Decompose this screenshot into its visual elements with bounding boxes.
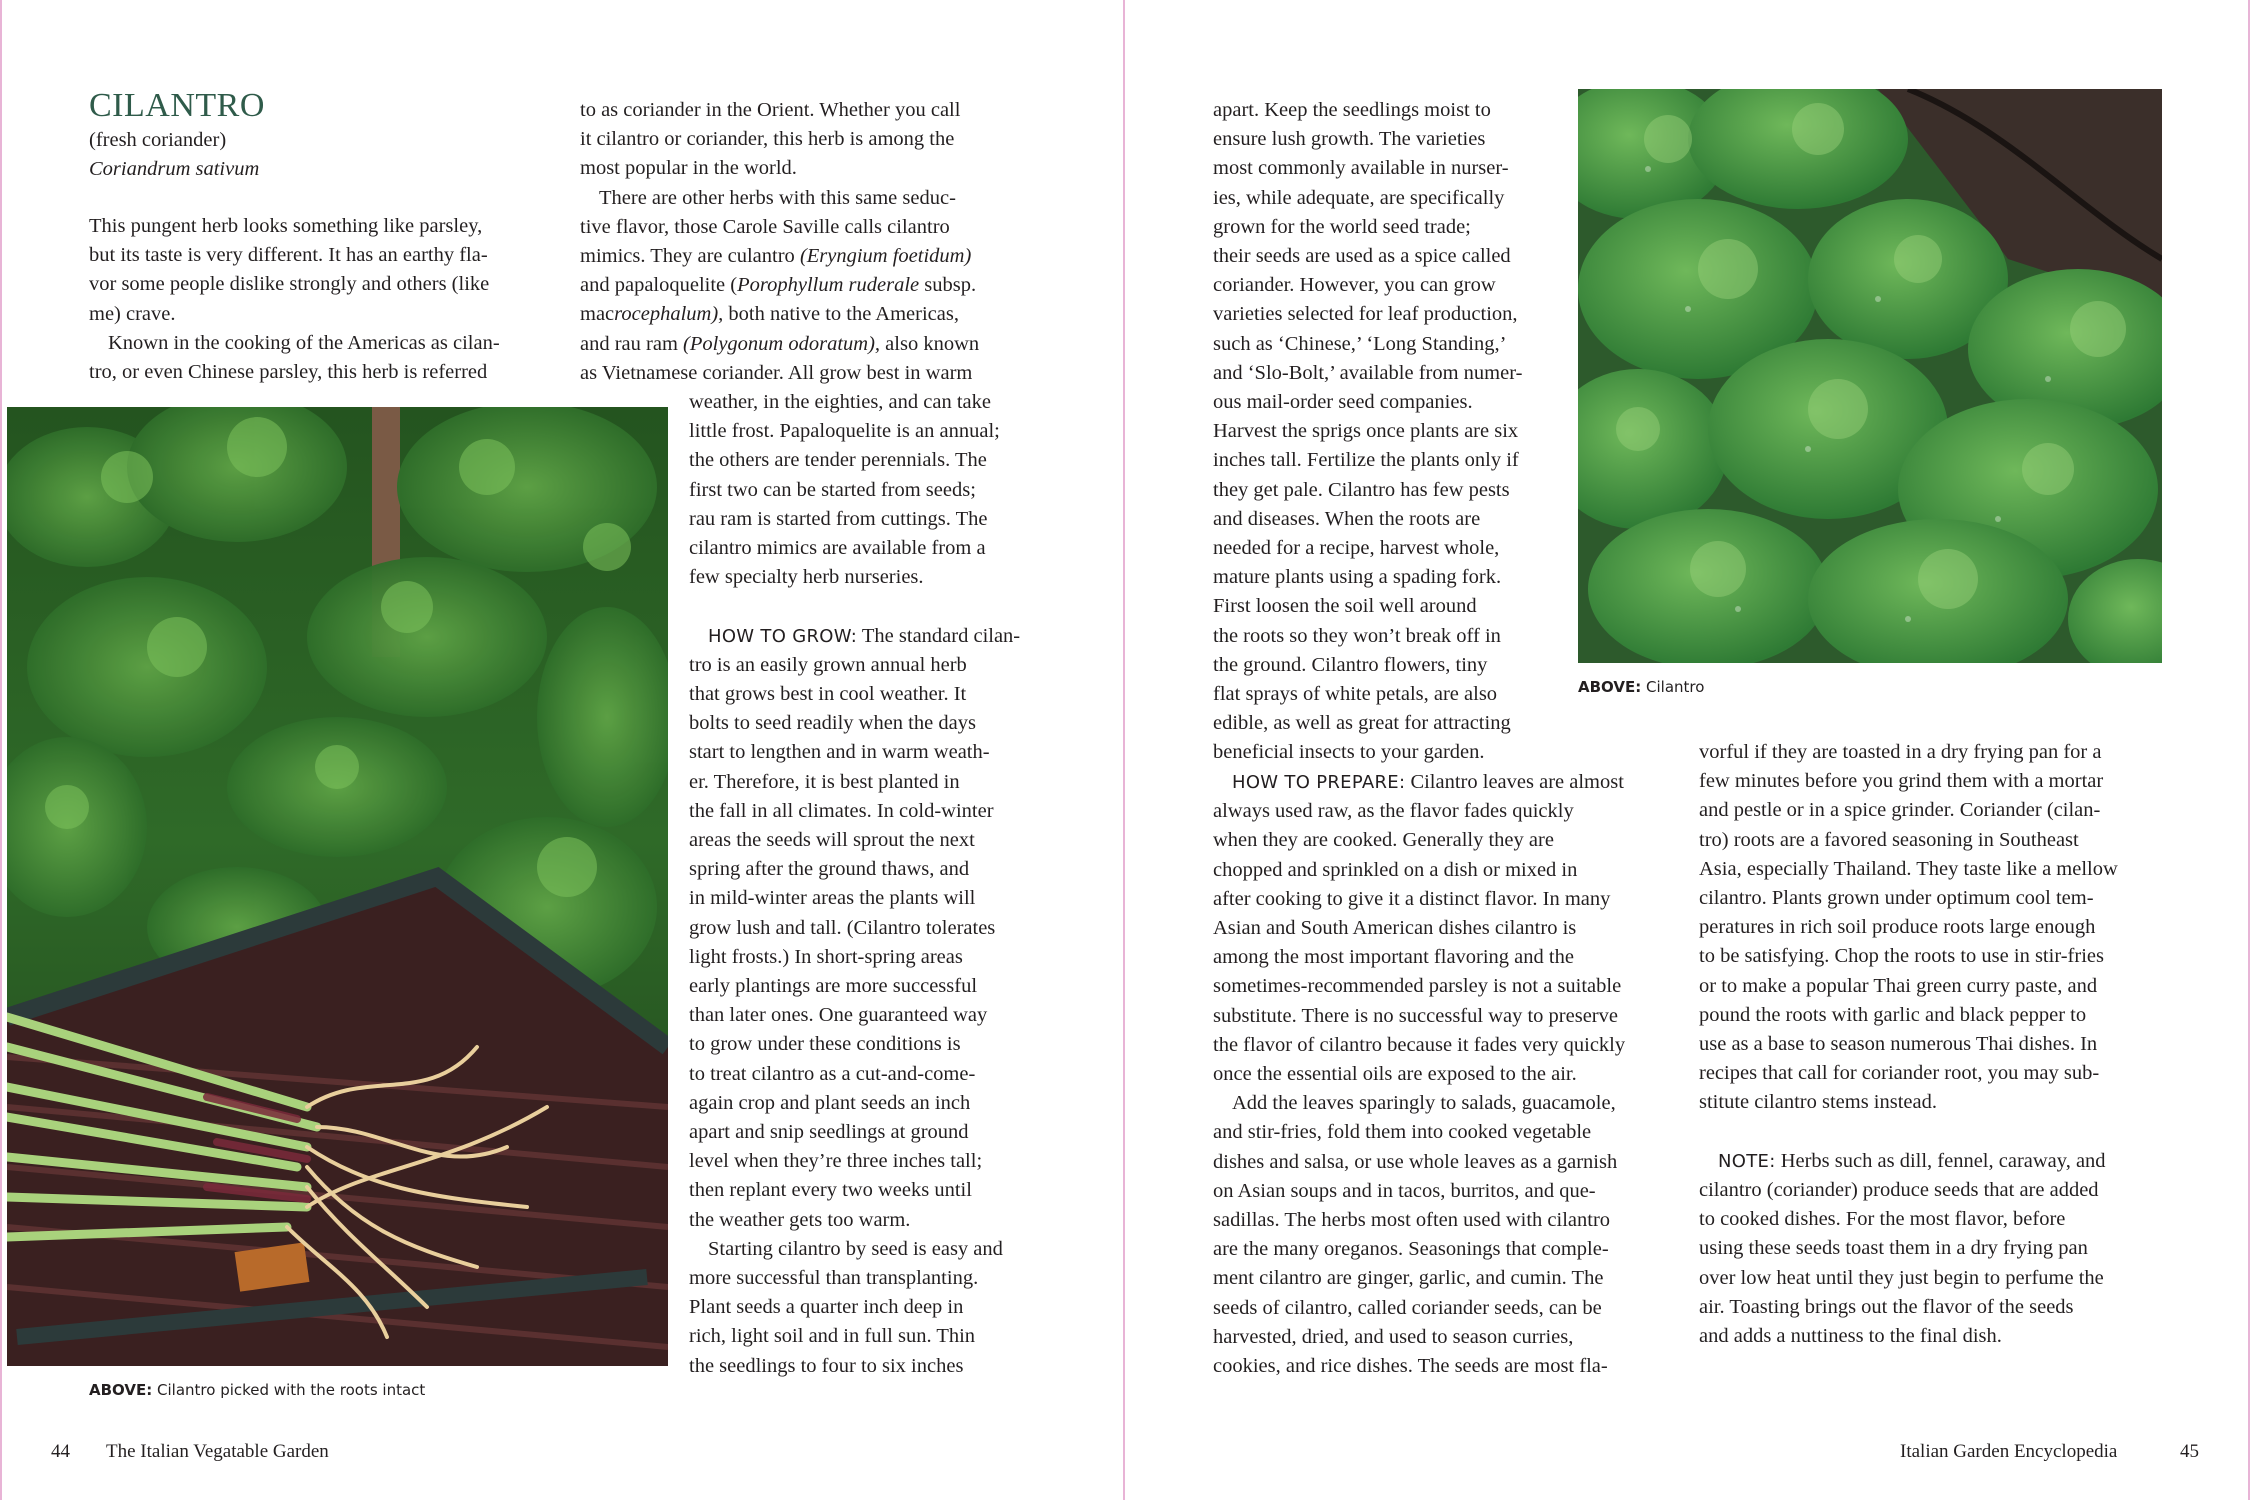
text-line: sadillas. The herbs most often used with cilantro: [1213, 1209, 1611, 1232]
page-number-right: 45: [2180, 1441, 2199, 1462]
entry-subtitle: [89, 126, 259, 184]
caption-label: ABOVE:: [1578, 678, 1642, 696]
photo-caption-right: [1578, 678, 1704, 696]
text-span: Herbs such as dill, fennel, caraway, and: [1775, 1149, 2106, 1172]
text-span: Cilantro leaves are almost: [1405, 771, 1624, 793]
caption-label: ABOVE:: [89, 1381, 153, 1399]
text-line: cilantro mimics are available from a: [689, 537, 986, 560]
text-line: to grow under these conditions is: [689, 1033, 961, 1056]
left-column-1: [89, 212, 549, 387]
text-line: it cilantro or coriander, this herb is among the: [580, 128, 955, 151]
text-line: tro is an easily grown annual herb: [689, 653, 967, 676]
text-line: the flavor of cilantro because it fades very quickly: [1213, 1033, 1626, 1056]
photo-cilantro-patch: [1578, 89, 2162, 663]
text-line: There are other herbs with this same seduc-: [599, 186, 956, 209]
text-line: most popular in the world.: [580, 157, 797, 180]
text-line: to as coriander in the Orient. Whether you call: [580, 99, 961, 121]
text-line: [580, 242, 1040, 271]
text-line: cookies, and rice dishes. The seeds are most fla-: [1213, 1355, 1608, 1378]
text-line: grow lush and tall. (Cilantro tolerates: [689, 916, 996, 939]
text-line: in mild-winter areas the plants will: [689, 887, 976, 910]
text-line: to cooked dishes. For the most flavor, before: [1699, 1208, 2066, 1231]
text-line: stitute cilantro stems instead.: [1699, 1091, 1937, 1114]
text-line: varieties selected for leaf production,: [1213, 303, 1518, 326]
text-line: rau ram is started from cuttings. The: [689, 507, 988, 530]
text-line: flat sprays of white petals, are also: [1213, 683, 1498, 706]
text-line: peratures in rich soil produce roots large enough: [1699, 916, 2096, 939]
intro-paragraph: [89, 212, 549, 329]
text-line: the weather gets too warm.: [689, 1208, 911, 1231]
text-line: few specialty herb nurseries.: [689, 566, 924, 589]
text-line: when they are cooked. Generally they are: [1213, 829, 1554, 852]
left-column-2-narrow: [689, 388, 1049, 1381]
text-line: Harvest the sprigs once plants are six: [1213, 420, 1519, 443]
text-line: once the essential oils are exposed to the air.: [1213, 1063, 1577, 1086]
text-line: as Vietnamese coriander. All grow best in warm: [580, 361, 973, 384]
text-line: or to make a popular Thai green curry paste, and: [1699, 974, 2098, 997]
text-line: and adds a nuttiness to the final dish.: [1699, 1325, 2002, 1348]
text-line: light frosts.) In short-spring areas: [689, 945, 963, 968]
text-line: Asia, especially Thailand. They taste like a mellow: [1699, 857, 2118, 880]
text-line: [580, 271, 1040, 300]
text-line: are the many oreganos. Seasonings that comple-: [1213, 1238, 1609, 1261]
how-to-grow-section: [689, 622, 1049, 1381]
text-line: first two can be started from seeds;: [689, 478, 976, 501]
text-line: rich, light soil and in full sun. Thin: [689, 1325, 976, 1348]
text-line: grown for the world seed trade;: [1213, 215, 1471, 238]
text-line: inches tall. Fertilize the plants only if: [1213, 449, 1519, 472]
text-line: then replant every two weeks until: [689, 1179, 972, 1202]
text-span: The standard cilan-: [857, 624, 1021, 647]
text-span: mac: [580, 303, 615, 326]
text-line: edible, as well as great for attracting: [1213, 712, 1511, 735]
right-column-3-wide: [1213, 768, 1693, 1381]
text-line: and ‘Slo-Bolt,’ available from numer-: [1213, 361, 1523, 384]
text-line: the others are tender perennials. The: [689, 449, 987, 472]
text-line: tro) roots are a favored seasoning in Southeast: [1699, 828, 2079, 851]
text-line: after cooking to give it a distinct flavor. In many: [1213, 887, 1611, 910]
text-span: mimics. They are culantro: [580, 245, 800, 268]
text-line: start to lengthen and in warm weath-: [689, 741, 990, 764]
text-line: spring after the ground thaws, and: [689, 858, 970, 881]
section-label: HOW TO PREPARE:: [1232, 772, 1406, 793]
text-line: among the most important flavoring and the: [1213, 946, 1574, 969]
text-span: also known: [880, 332, 980, 355]
text-line: air. Toasting brings out the flavor of the seeds: [1699, 1295, 2074, 1318]
text-line: areas the seeds will sprout the next: [689, 829, 975, 852]
right-column-4: [1699, 738, 2169, 1351]
text-line: and diseases. When the roots are: [1213, 507, 1481, 530]
left-column-2-top: [580, 96, 1040, 388]
page-edge-left: [0, 0, 2, 1500]
text-line: more successful than transplanting.: [689, 1267, 979, 1290]
text-line: weather, in the eighties, and can take: [689, 391, 991, 413]
text-line: coriander. However, you can grow: [1213, 274, 1496, 297]
text-line: but its taste is very different. It has an earthy fla-: [89, 244, 488, 267]
spread-gutter: [1123, 0, 1125, 1500]
text-line: they get pale. Cilantro has few pests: [1213, 478, 1510, 501]
text-line: ous mail-order seed companies.: [1213, 391, 1473, 414]
note-section: [1699, 1147, 2169, 1351]
text-line: ies, while adequate, are specifically: [1213, 186, 1505, 209]
text-line: cilantro (coriander) produce seeds that are added: [1699, 1179, 2099, 1202]
entry-title: CILANTRO: [89, 87, 265, 124]
text-line: dishes and salsa, or use whole leaves as a garnish: [1213, 1150, 1618, 1173]
text-line: and stir-fries, fold them into cooked vegetable: [1213, 1121, 1592, 1144]
text-line: [1699, 1147, 2169, 1176]
text-line: chopped and sprinkled on a dish or mixed in: [1213, 858, 1578, 881]
text-line: using these seeds toast them in a dry frying pan: [1699, 1237, 2088, 1260]
text-line: [689, 622, 1049, 651]
text-line: This pungent herb looks something like parsley,: [89, 215, 483, 237]
text-line: pound the roots with garlic and black pepper to: [1699, 1003, 2087, 1026]
text-line: er. Therefore, it is best planted in: [689, 770, 960, 793]
latin-term: Porophyllum ruderale: [737, 274, 920, 297]
text-line: [580, 330, 1040, 359]
text-line: and pestle or in a spice grinder. Coriander (cilan-: [1699, 799, 2101, 822]
text-line: such as ‘Chinese,’ ‘Long Standing,’: [1213, 332, 1507, 355]
text-line: level when they’re three inches tall;: [689, 1150, 983, 1173]
running-head-right: Italian Garden Encyclopedia: [1900, 1441, 2118, 1462]
text-line: mature plants using a spading fork.: [1213, 566, 1502, 589]
caption-text: Cilantro picked with the roots intact: [152, 1381, 426, 1399]
text-line: [580, 300, 1040, 329]
text-line: tro, or even Chinese parsley, this herb is referred: [89, 361, 488, 384]
text-line: the seedlings to four to six inches: [689, 1354, 964, 1377]
photo-cilantro-roots-image: [7, 407, 668, 1366]
paragraph-gap: [1699, 1118, 2169, 1147]
text-line: tive flavor, those Carole Saville calls cilantro: [580, 215, 950, 238]
text-line: vorful if they are toasted in a dry frying pan for a: [1699, 741, 2102, 763]
text-line: Known in the cooking of the Americas as cilan-: [108, 331, 500, 354]
page-number-left: 44: [51, 1441, 70, 1462]
text-line: most commonly available in nurser-: [1213, 157, 1509, 180]
text-line: seeds of cilantro, called coriander seeds, can be: [1213, 1296, 1602, 1319]
text-span: subsp.: [919, 274, 977, 297]
text-line: cilantro. Plants grown under optimum cool tem-: [1699, 887, 2094, 910]
text-line: few minutes before you grind them with a mortar: [1699, 770, 2104, 793]
text-line: the roots so they won’t break off in: [1213, 624, 1501, 647]
section-label: NOTE:: [1718, 1150, 1776, 1172]
paragraph-gap: [689, 592, 1049, 621]
section-label: HOW TO GROW:: [708, 625, 858, 647]
text-line: to treat cilantro as a cut-and-come-: [689, 1062, 976, 1085]
text-line: needed for a recipe, harvest whole,: [1213, 537, 1500, 560]
text-span: both native to the Americas,: [723, 303, 959, 326]
text-line: early plantings are more successful: [689, 975, 978, 998]
text-line: to be satisfying. Chop the roots to use in stir-fries: [1699, 945, 2104, 968]
photo-cilantro-roots: [7, 407, 668, 1366]
text-span: and papaloquelite (: [580, 274, 738, 297]
latin-term: (Eryngium foetidum): [799, 245, 972, 268]
text-line: Add the leaves sparingly to salads, guacamole,: [1232, 1092, 1616, 1115]
text-line: beneficial insects to your garden.: [1213, 741, 1485, 764]
right-column-3-top: [1213, 96, 1573, 768]
text-line: than later ones. One guaranteed way: [689, 1004, 988, 1027]
text-line: First loosen the soil well around: [1213, 595, 1477, 618]
text-line: Starting cilantro by seed is easy and: [708, 1237, 1003, 1260]
text-line: apart. Keep the seedlings moist to: [1213, 99, 1491, 121]
text-line: the fall in all climates. In cold-winter: [689, 799, 994, 822]
text-line: sometimes-recommended parsley is not a suitable: [1213, 975, 1622, 998]
text-line: Asian and South American dishes cilantro is: [1213, 917, 1577, 940]
running-head-left: The Italian Vegatable Garden: [106, 1441, 329, 1462]
text-line: on Asian soups and in tacos, burritos, and que-: [1213, 1179, 1596, 1202]
photo-cilantro-patch-image: [1578, 89, 2162, 663]
latin-term: (Polygonum odoratum),: [683, 332, 881, 355]
text-line: vor some people dislike strongly and others (like: [89, 273, 490, 296]
text-line: ensure lush growth. The varieties: [1213, 128, 1486, 151]
text-line: ment cilantro are ginger, garlic, and cumin. The: [1213, 1267, 1604, 1290]
text-line: again crop and plant seeds an inch: [689, 1091, 971, 1114]
text-line: little frost. Papaloquelite is an annual;: [689, 420, 1000, 443]
text-line: bolts to seed readily when the days: [689, 712, 976, 735]
intro-paragraph-2: [89, 329, 549, 387]
text-line: me) crave.: [89, 302, 176, 325]
photo-caption-left: [89, 1381, 425, 1399]
text-line: [1213, 768, 1693, 797]
text-line: their seeds are used as a spice called: [1213, 245, 1511, 268]
text-line: the ground. Cilantro flowers, tiny: [1213, 653, 1488, 676]
text-line: apart and snip seedlings at ground: [689, 1121, 969, 1144]
text-line: over low heat until they just begin to perfume the: [1699, 1266, 2104, 1289]
latin-term: rocephalum),: [614, 303, 724, 326]
text-line: always used raw, as the flavor fades quickly: [1213, 800, 1574, 823]
text-line: use as a base to season numerous Thai dishes. In: [1699, 1033, 2098, 1056]
text-line: substitute. There is no successful way to preserve: [1213, 1004, 1618, 1027]
text-line: that grows best in cool weather. It: [689, 683, 967, 706]
common-name: (fresh coriander): [89, 129, 227, 151]
text-line: recipes that call for coriander root, you may sub-: [1699, 1062, 2100, 1085]
text-line: harvested, dried, and used to season curries,: [1213, 1325, 1574, 1348]
text-line: Plant seeds a quarter inch deep in: [689, 1296, 964, 1319]
text-span: and rau ram: [580, 332, 684, 355]
latin-name: Coriandrum sativum: [89, 158, 260, 181]
caption-text: Cilantro: [1641, 678, 1705, 696]
